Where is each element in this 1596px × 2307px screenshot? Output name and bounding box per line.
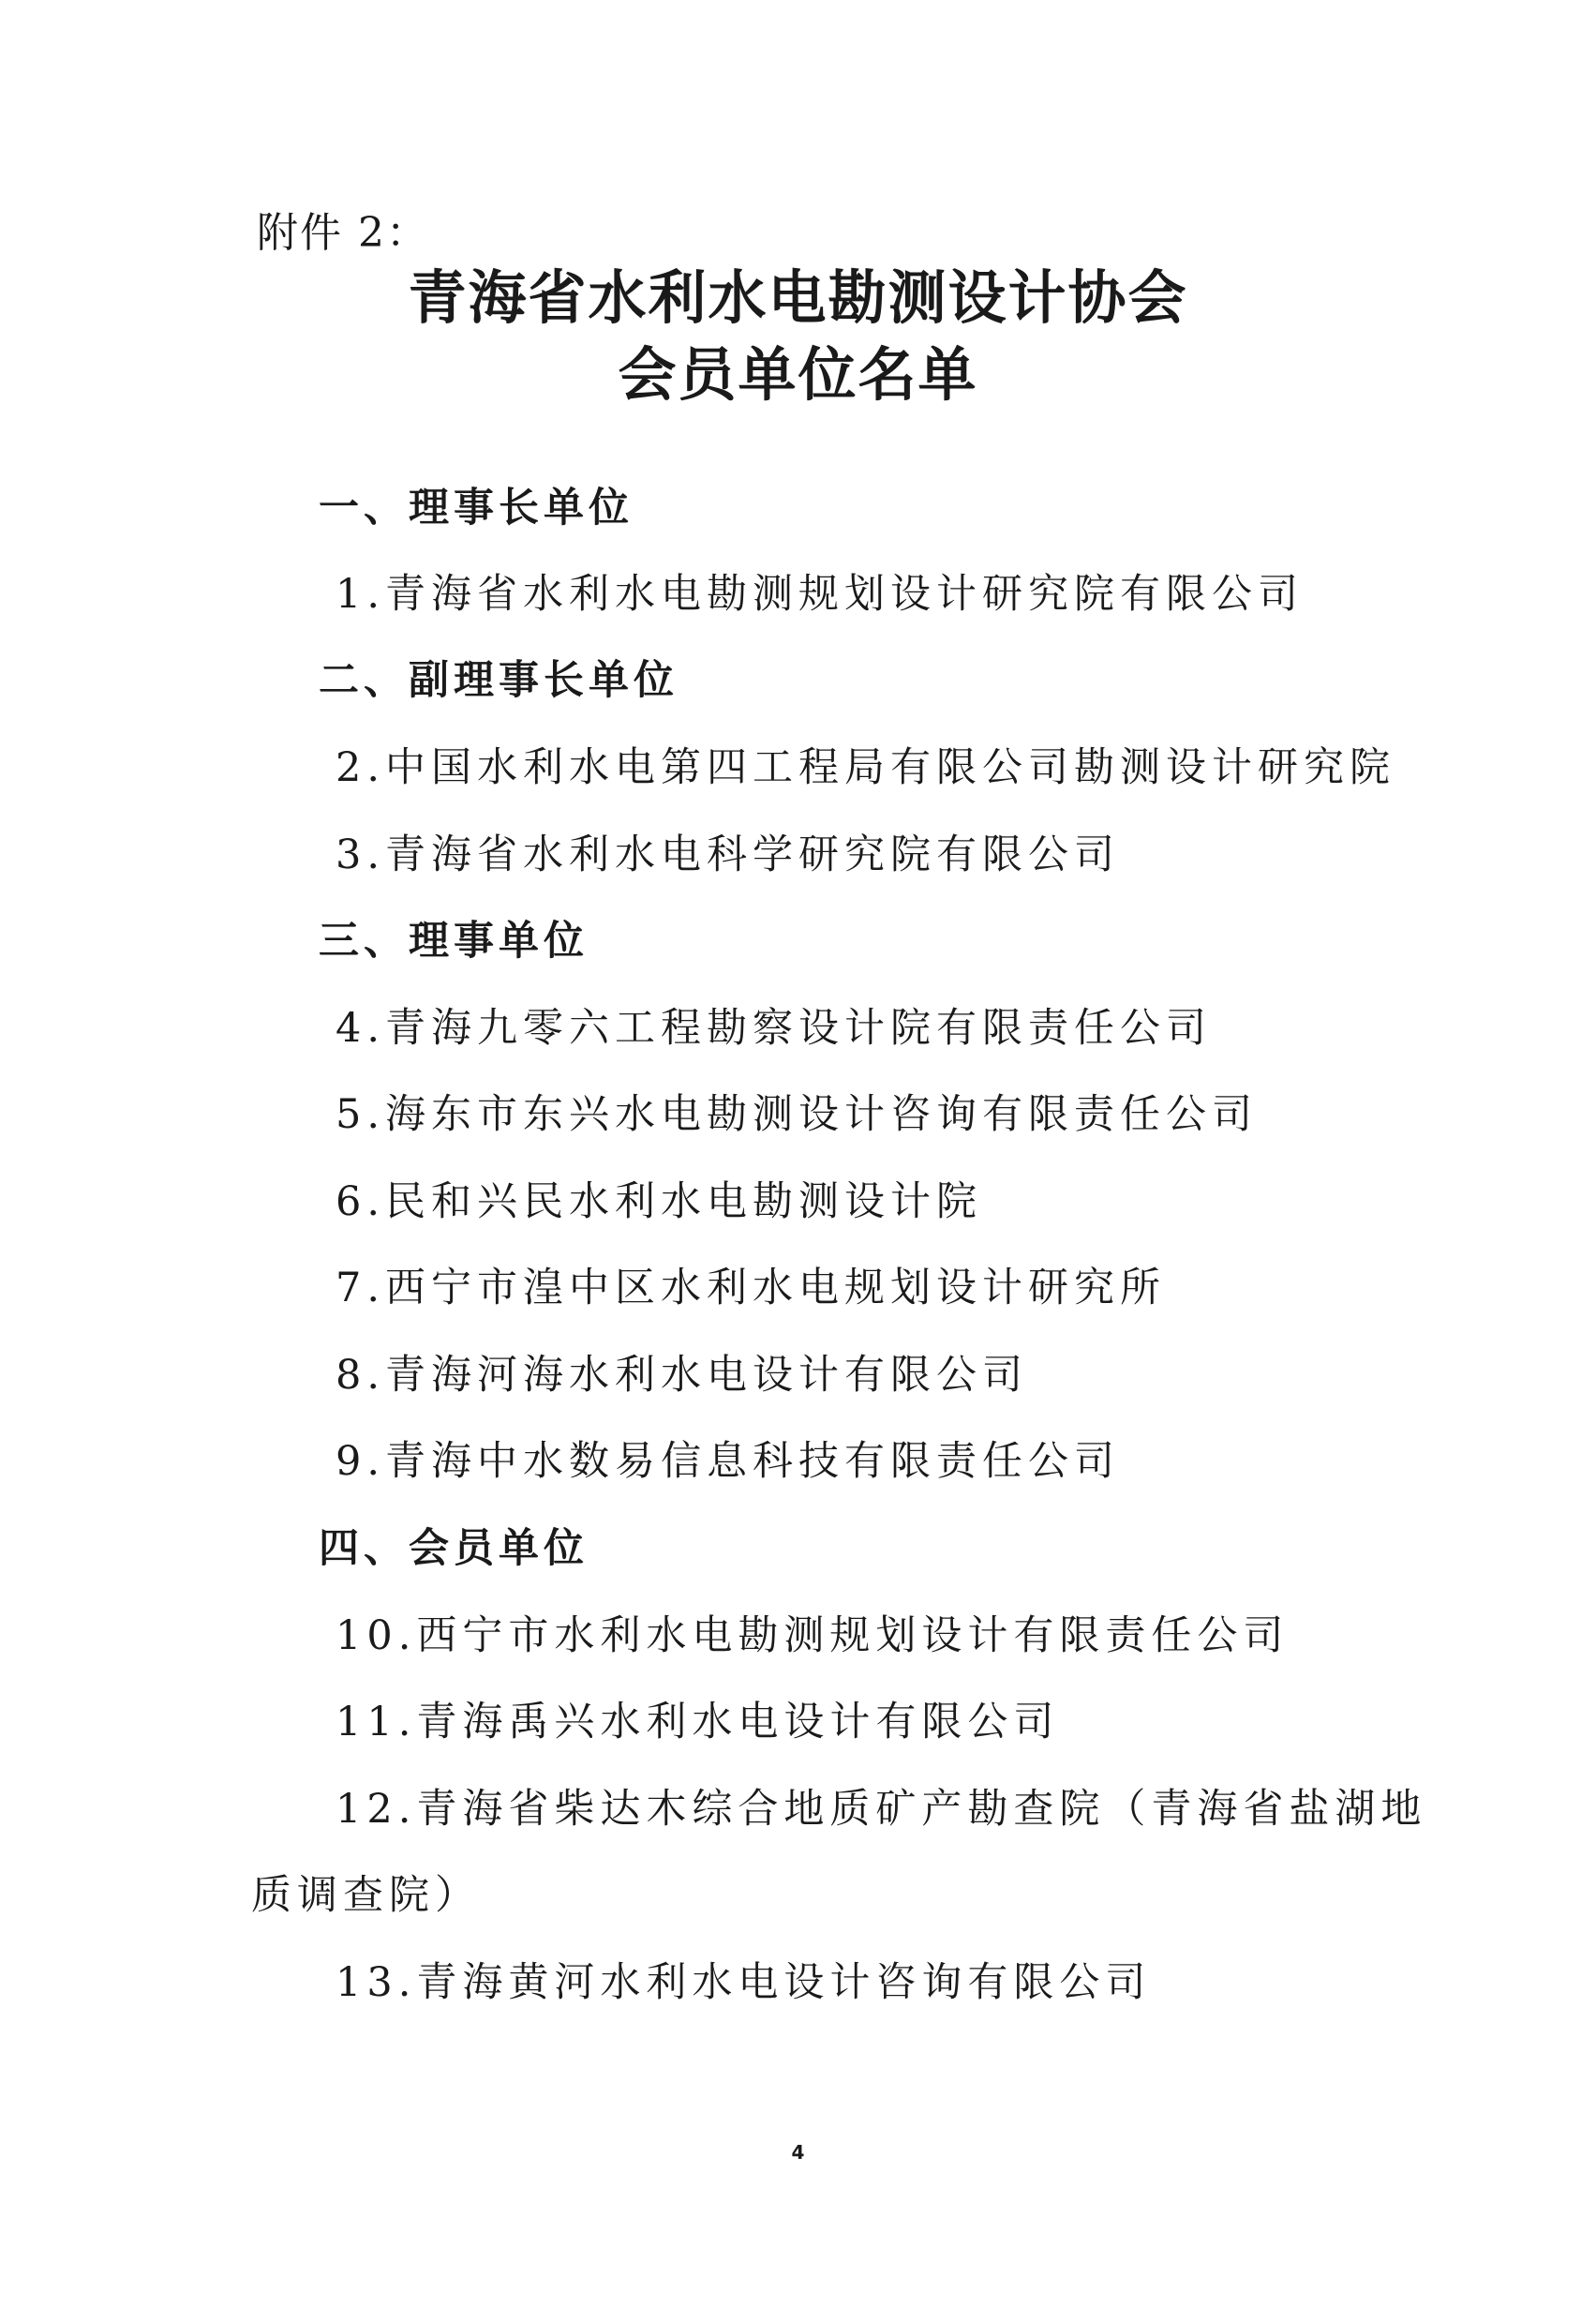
section-heading-vice-chairman: 二、副理事长单位	[319, 657, 679, 704]
attachment-label: 附件 2：	[257, 209, 429, 257]
list-item: 6.民和兴民水利水电勘测设计院	[336, 1178, 983, 1225]
list-item-continuation: 质调查院）	[251, 1872, 481, 1919]
section-heading-chairman: 一、理事长单位	[319, 485, 634, 532]
list-item: 13.青海黄河水利水电设计咨询有限公司	[336, 1959, 1152, 2006]
list-item: 5.海东市东兴水电勘测设计咨询有限责任公司	[336, 1091, 1259, 1138]
list-item: 12.青海省柴达木综合地质矿产勘查院（青海省盐湖地	[336, 1786, 1427, 1833]
document-title-line2: 会员单位名单	[618, 340, 978, 409]
list-item: 7.西宁市湟中区水利水电规划设计研究所	[336, 1265, 1167, 1311]
list-item: 11.青海禹兴水利水电设计有限公司	[336, 1699, 1060, 1745]
document-title-line1: 青海省水利水电勘测设计协会	[408, 263, 1188, 332]
section-heading-member: 四、会员单位	[319, 1525, 589, 1572]
list-item: 8.青海河海水利水电设计有限公司	[336, 1352, 1029, 1399]
page-number: 4	[791, 2141, 805, 2164]
list-item: 4.青海九零六工程勘察设计院有限责任公司	[336, 1005, 1213, 1052]
list-item: 10.西宁市水利水电勘测规划设计有限责任公司	[336, 1612, 1290, 1659]
list-item: 9.青海中水数易信息科技有限责任公司	[336, 1438, 1121, 1485]
list-item: 2.中国水利水电第四工程局有限公司勘测设计研究院	[336, 744, 1396, 791]
list-item: 3.青海省水利水电科学研究院有限公司	[336, 831, 1121, 878]
section-heading-director: 三、理事单位	[319, 918, 589, 965]
list-item: 1.青海省水利水电勘测规划设计研究院有限公司	[336, 571, 1305, 618]
